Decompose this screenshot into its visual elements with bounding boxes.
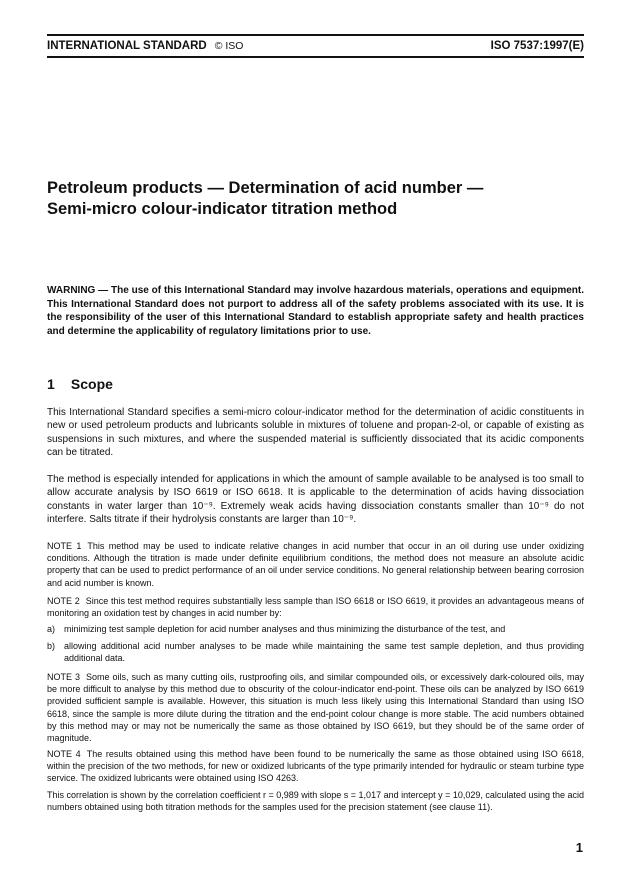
warning-notice: WARNING — The use of this International Standard may involve hazardous materials, operations and equipment. This International Standard does not purport to address all of the safety problems associated with its use. It is the responsibility of the user of this International Standard to establish appropriate safety and health practices and determine the applicability of regulatory limitations prior to use.: [47, 285, 584, 337]
header-bottom-rule: [47, 56, 584, 58]
copyright-mark: © ISO: [214, 40, 244, 52]
title-line-1: Petroleum products — Determination of acid number —: [47, 179, 484, 197]
note-label: NOTE 2: [47, 596, 80, 606]
note-text: The results obtained using this method have been found to be numerically the same as those obtained using ISO 6618, within the precision of the two methods, for new or oxidized lubricants of the type primarily intended for hydraulic or steam turbine type service. The oxidized lubricants were obtained using ISO 4263.: [47, 749, 584, 784]
list-marker: b): [47, 641, 56, 651]
list-marker: a): [47, 624, 56, 634]
list-text: minimizing test sample depletion for acid number analyses and thus minimizing the disturbance of the test, and: [64, 624, 506, 634]
note-text: Since this test method requires substantially less sample than ISO 6618 or ISO 6619, it provides an advantageous means of monitoring an oxidation test by changes in acid number by:: [47, 596, 584, 619]
list-item-a: [47, 623, 584, 635]
document-header: [47, 40, 584, 52]
section-number: 1: [47, 376, 55, 392]
section-heading: [47, 376, 113, 392]
standard-label: INTERNATIONAL STANDARD: [47, 40, 207, 52]
note-text: This method may be used to indicate relative changes in acid number that occur in an oil during use under oxidizing conditions. Although the titration is made under definite equilibrium conditions, the method does not measure an absolute acidic property that can be used to predict performance of an oil under service conditions. No general relationship between bearing corrosion and acid number is known.: [47, 541, 584, 588]
section-title: Scope: [70, 376, 113, 392]
page-number: 1: [575, 840, 583, 855]
note-label: NOTE 1: [47, 541, 82, 551]
document-id: ISO 7537:1997(E): [490, 40, 584, 52]
note-label: NOTE 3: [47, 672, 80, 682]
list-text: allowing additional acid number analyses to be made while maintaining the same test sample depletion, and thus providing additional data.: [64, 641, 584, 664]
scope-paragraph-1: This International Standard specifies a semi-micro colour-indicator method for the determination of acidic constituents in new or used petroleum products and lubricants soluble in mixtures of toluene and propan-2-ol, or capable of existing as suspensions in such mixtures, and where the suspended material is sufficiently dissociated that its acidic components can be titrated.: [47, 407, 584, 459]
note-2: [47, 595, 584, 619]
note-label: NOTE 4: [47, 749, 81, 759]
scope-paragraph-2: The method is especially intended for applications in which the amount of sample available to be analysed is too small to allow accurate analysis by ISO 6619 or ISO 6618. It is applicable to the determination of acids having dissociation constants in water larger than 10⁻⁹. Extremely weak acids having dissociation constants smaller than 10⁻⁹ do not interfere. Salts titrate if their hydrolysis constants are larger than 10⁻⁹.: [47, 474, 584, 526]
note-1: [47, 540, 584, 589]
title-line-2: Semi-micro colour-indicator titration method: [47, 200, 398, 218]
document-title: [47, 178, 584, 220]
note-3: [47, 671, 584, 744]
header-top-rule: [47, 34, 584, 36]
note-4: [47, 748, 584, 785]
note-text: Some oils, such as many cutting oils, rustproofing oils, and similar compounded oils, or excessively dark-coloured oils, may be more difficult to analyse by this method due to obscurity of the colour-indicator end-point. These oils can be analyzed by ISO 6619 provided sufficient sample is available. However, this situation is much less likely using this International Standard than using ISO 6618, since the sample is more dilute during the titration and the end-point colour change is more stable. The acid numbers obtained by this method may or may not be numerically the same as those obtained by ISO 6619, but they should be of the same order of magnitude.: [47, 672, 584, 744]
correlation-paragraph: This correlation is shown by the correlation coefficient r = 0,989 with slope s = 1,017 and intercept y = 10,029, calculated using the acid numbers obtained using both titration methods for the samples used for the precision statement (see clause 11).: [47, 790, 584, 813]
header-left: [47, 40, 243, 52]
list-item-b: [47, 640, 584, 664]
